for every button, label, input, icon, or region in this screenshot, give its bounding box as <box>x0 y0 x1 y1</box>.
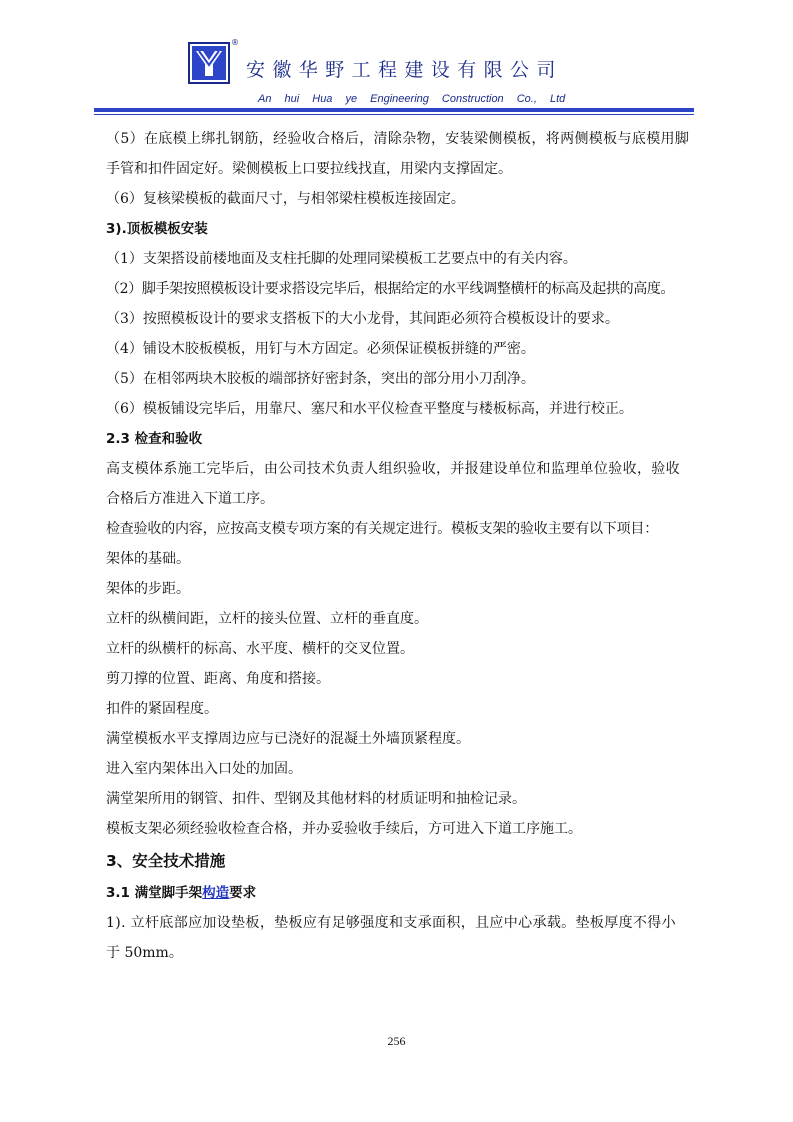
page-number: 256 <box>387 1034 406 1048</box>
registered-mark: ® <box>231 38 239 47</box>
list-item: 剪刀撑的位置、距离、角度和搭接。 <box>106 671 330 687</box>
paragraph-line: （3）按照模板设计的要求支搭板下的大小龙骨，其间距必须符合模板设计的要求。 <box>106 311 619 327</box>
header-rule-thin <box>94 114 694 115</box>
paragraph-line: （4）铺设木胶板模板，用钉与木方固定。必须保证模板拼缝的严密。 <box>106 341 535 357</box>
section-heading <box>106 878 694 908</box>
list-item: 立杆的纵横杆的标高、水平度、横杆的交叉位置。 <box>106 641 414 657</box>
paragraph-line: （6）模板铺设完毕后，用靠尺、塞尺和水平仪检查平整度与楼板标高，并进行校正。 <box>106 401 633 417</box>
company-name-en: An hui Hua ye Engineering Construction Co., Ltd <box>258 93 566 105</box>
paragraph-line: 高支模体系施工完毕后，由公司技术负责人组织验收，并报建设单位和监理单位验收，验收 <box>106 461 680 477</box>
paragraph-line: 手管和扣件固定好。梁侧模板上口要拉线找直，用梁内支撑固定。 <box>106 161 512 177</box>
paragraph-line: 合格后方准进入下道工序。 <box>106 491 274 507</box>
paragraph-line: （2）脚手架按照模板设计要求搭设完毕后，根据给定的水平线调整横杆的标高及起拱的高度。 <box>106 281 675 297</box>
list-item: 架体的基础。 <box>106 551 190 567</box>
paragraph-line: 1). 立杆底部应加设垫板，垫板应有足够强度和支承面积，且应中心承载。垫板厚度不得小 <box>106 915 676 931</box>
list-item: 架体的步距。 <box>106 581 190 597</box>
document-body <box>106 124 694 968</box>
hy-logo-icon <box>188 42 230 84</box>
paragraph-line: （6）复核梁模板的截面尺寸，与相邻梁柱模板连接固定。 <box>106 191 465 207</box>
list-item: 立杆的纵横间距，立杆的接头位置、立杆的垂直度。 <box>106 611 428 627</box>
paragraph-line: 于 50mm。 <box>106 945 183 961</box>
list-item: 满堂模板水平支撑周边应与已浇好的混凝土外墙顶紧程度。 <box>106 731 470 747</box>
page-header <box>0 0 793 120</box>
list-item: 满堂架所用的钢管、扣件、型钢及其他材料的材质证明和抽检记录。 <box>106 791 526 807</box>
paragraph-line: 模板支架必须经验收检查合格，并办妥验收手续后，方可进入下道工序施工。 <box>106 821 582 837</box>
chapter-heading: 3、安全技术措施 <box>106 852 226 870</box>
paragraph-line: （5）在相邻两块木胶板的端部挤好密封条，突出的部分用小刀刮净。 <box>106 371 535 387</box>
heading-text: 要求 <box>229 885 257 901</box>
paragraph-line: （1）支架搭设前楼地面及支柱托脚的处理同梁模板工艺要点中的有关内容。 <box>106 251 577 267</box>
header-rule-thick <box>94 108 694 112</box>
list-item: 进入室内架体出入口处的加固。 <box>106 761 302 777</box>
heading-text: 3.1 满堂脚手架 <box>106 885 203 901</box>
company-name-cn: 安徽华野工程建设有限公司 <box>246 59 563 81</box>
section-heading: 3).顶板模板安装 <box>106 221 208 237</box>
section-heading: 2.3 检查和验收 <box>106 431 203 447</box>
list-item: 扣件的紧固程度。 <box>106 701 218 717</box>
construction-link[interactable]: 构造 <box>202 885 230 901</box>
paragraph-line: 检查验收的内容，应按高支模专项方案的有关规定进行。模板支架的验收主要有以下项目： <box>106 521 658 537</box>
paragraph-line: （5）在底模上绑扎钢筋，经验收合格后，清除杂物，安装梁侧模板，将两侧模板与底模用脚 <box>106 131 690 147</box>
